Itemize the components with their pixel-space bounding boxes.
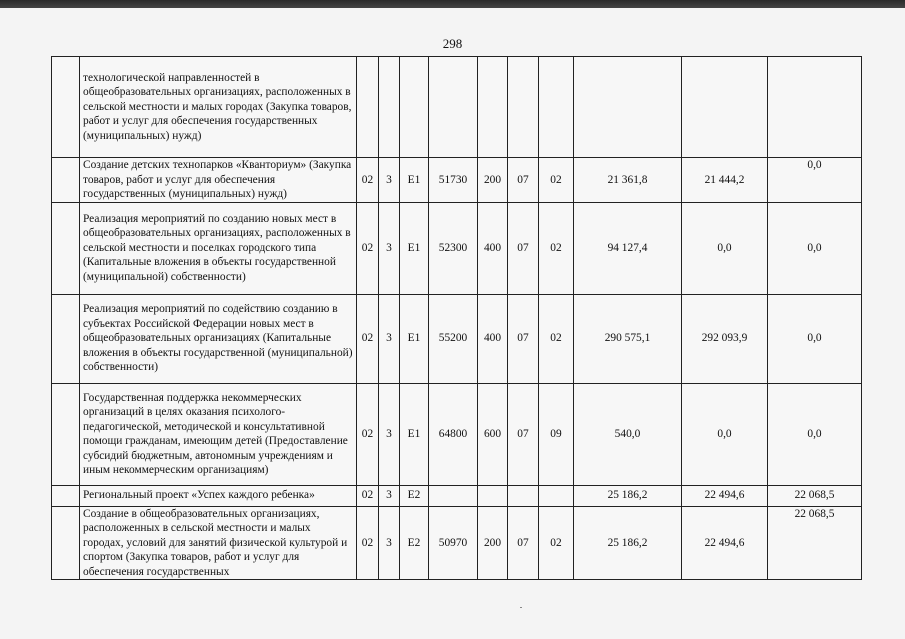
table-row (52, 158, 862, 203)
scan-top-edge (0, 0, 905, 8)
code-section (508, 485, 539, 506)
code-section: 07 (508, 158, 539, 203)
code-section: 07 (508, 506, 539, 580)
code-gp (357, 57, 379, 158)
code-section (508, 57, 539, 158)
table-row (52, 506, 862, 580)
code-section: 07 (508, 383, 539, 485)
row-description: Региональный проект «Успех каждого ребенка» (80, 485, 357, 506)
row-description: Реализация мероприятий по содействию созданию в субъектах Российской Федерации новых мест в общеобразовательных организациях (Капитальные вложения в объекты государственной (муниципальной) собственности) (80, 294, 357, 383)
code-gp: 02 (357, 202, 379, 294)
amount-year-2: 292 093,9 (682, 294, 768, 383)
row-description: Государственная поддержка некоммерческих организаций в целях оказания психолого-педагогической, методической и консультативной помощи гражданам, имеющим детей (Предоставление субсидий бюджетным, автономным учреждениям и иным некоммерческим организациям) (80, 383, 357, 485)
amount-year-1: 540,0 (574, 383, 682, 485)
row-indent-cell (52, 158, 80, 203)
row-description: Реализация мероприятий по созданию новых мест в общеобразовательных организациях, расположенных в сельской местности и поселках городского типа (Капитальные вложения в объекты государственной (муниципальной) собственности) (80, 202, 357, 294)
code-pgp: 3 (379, 383, 400, 485)
amount-year-1: 25 186,2 (574, 506, 682, 580)
code-direction: 64800 (429, 383, 478, 485)
budget-table (51, 56, 862, 580)
row-indent-cell (52, 202, 80, 294)
amount-year-2: 22 494,6 (682, 506, 768, 580)
code-subsection (539, 57, 574, 158)
amount-year-3 (768, 57, 862, 158)
amount-year-1: 94 127,4 (574, 202, 682, 294)
amount-year-1: 21 361,8 (574, 158, 682, 203)
row-description: технологической направленностей в общеобразовательных организациях, расположенных в сельской местности и малых городах (Закупка товаров, работ и услуг для обеспечения государственных (муниципальных) нужд) (80, 57, 357, 158)
code-subsection: 02 (539, 158, 574, 203)
code-expense-type: 400 (478, 202, 508, 294)
code-project: E1 (400, 202, 429, 294)
code-section: 07 (508, 294, 539, 383)
code-expense-type: 600 (478, 383, 508, 485)
table-row (52, 383, 862, 485)
row-indent-cell (52, 485, 80, 506)
code-gp: 02 (357, 294, 379, 383)
code-subsection: 02 (539, 506, 574, 580)
amount-year-3: 22 068,5 (768, 506, 862, 580)
amount-year-2: 22 494,6 (682, 485, 768, 506)
amount-year-2 (682, 57, 768, 158)
code-direction: 50970 (429, 506, 478, 580)
code-pgp: 3 (379, 202, 400, 294)
code-section: 07 (508, 202, 539, 294)
code-project: E1 (400, 383, 429, 485)
row-description: Создание в общеобразовательных организациях, расположенных в сельской местности и малых городах, условий для занятий физической культурой и спортом (Закупка товаров, работ и услуг для обеспечения государственных (80, 506, 357, 580)
code-direction: 51730 (429, 158, 478, 203)
code-direction (429, 485, 478, 506)
code-expense-type: 200 (478, 506, 508, 580)
code-pgp: 3 (379, 485, 400, 506)
row-indent-cell (52, 57, 80, 158)
code-project: E2 (400, 506, 429, 580)
code-expense-type: 400 (478, 294, 508, 383)
amount-year-2: 0,0 (682, 202, 768, 294)
code-direction: 55200 (429, 294, 478, 383)
code-subsection: 02 (539, 294, 574, 383)
amount-year-1: 25 186,2 (574, 485, 682, 506)
code-expense-type (478, 485, 508, 506)
row-indent-cell (52, 506, 80, 580)
table-row (52, 294, 862, 383)
code-gp: 02 (357, 485, 379, 506)
page-number: 298 (442, 36, 463, 51)
scan-speck (520, 607, 522, 608)
table-row (52, 57, 862, 158)
amount-year-3: 0,0 (768, 202, 862, 294)
code-project (400, 57, 429, 158)
amount-year-2: 21 444,2 (682, 158, 768, 203)
code-pgp (379, 57, 400, 158)
row-description: Создание детских технопарков «Кванториум» (Закупка товаров, работ и услуг для обеспечения государственных (муниципальных) нужд) (80, 158, 357, 203)
amount-year-1: 290 575,1 (574, 294, 682, 383)
code-gp: 02 (357, 383, 379, 485)
amount-year-3: 0,0 (768, 158, 862, 203)
code-project: E2 (400, 485, 429, 506)
code-subsection: 09 (539, 383, 574, 485)
amount-year-3: 0,0 (768, 383, 862, 485)
code-project: E1 (400, 294, 429, 383)
code-expense-type (478, 57, 508, 158)
table-row (52, 202, 862, 294)
row-indent-cell (52, 294, 80, 383)
code-gp: 02 (357, 506, 379, 580)
code-pgp: 3 (379, 158, 400, 203)
code-gp: 02 (357, 158, 379, 203)
amount-year-3: 0,0 (768, 294, 862, 383)
code-pgp: 3 (379, 506, 400, 580)
code-pgp: 3 (379, 294, 400, 383)
code-subsection (539, 485, 574, 506)
amount-year-3: 22 068,5 (768, 485, 862, 506)
code-expense-type: 200 (478, 158, 508, 203)
code-direction (429, 57, 478, 158)
amount-year-1 (574, 57, 682, 158)
code-direction: 52300 (429, 202, 478, 294)
amount-year-2: 0,0 (682, 383, 768, 485)
code-subsection: 02 (539, 202, 574, 294)
code-project: E1 (400, 158, 429, 203)
row-indent-cell (52, 383, 80, 485)
table-row (52, 485, 862, 506)
